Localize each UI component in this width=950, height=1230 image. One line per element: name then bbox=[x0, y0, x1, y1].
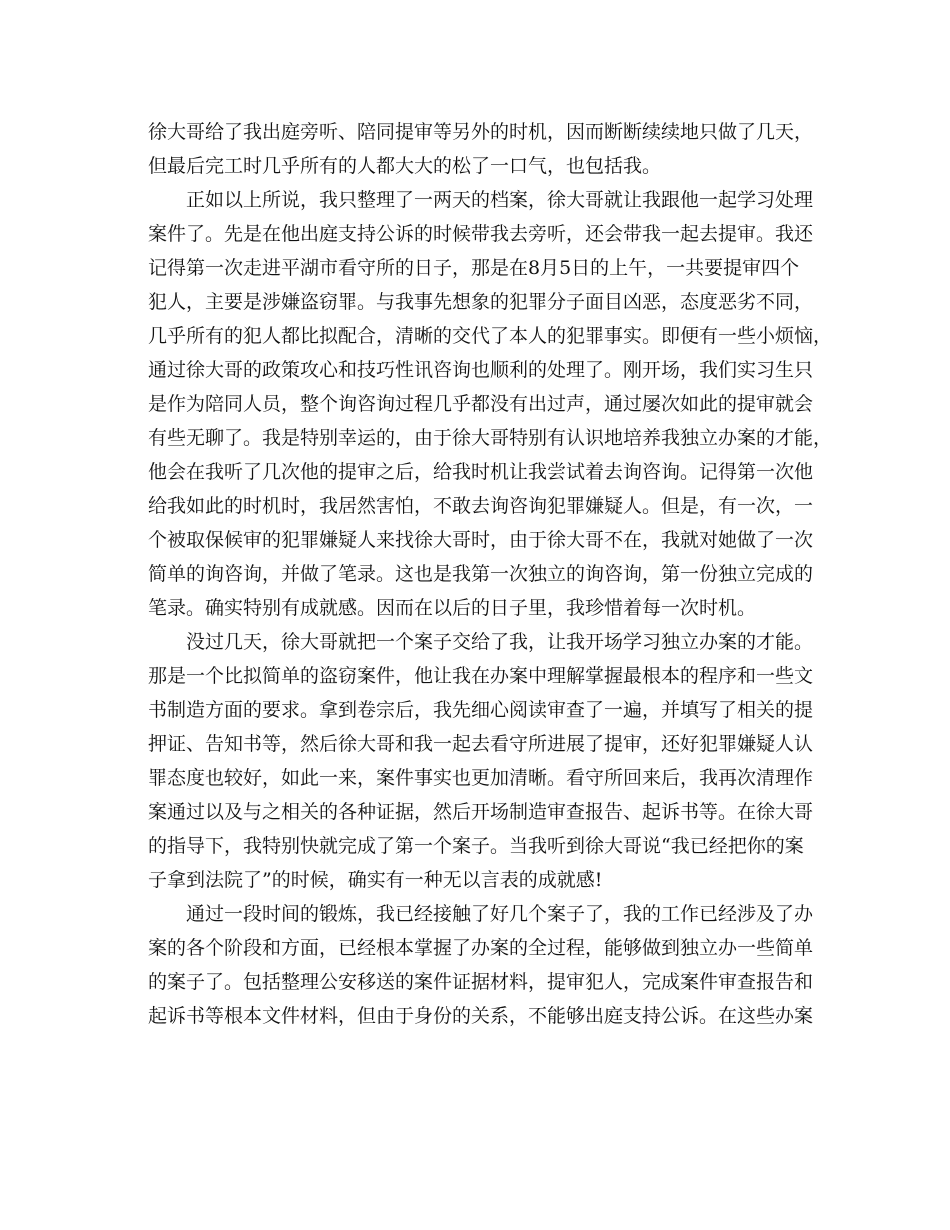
text-line: 押证、告知书等，然后徐大哥和我一起去看守所进展了提审，还好犯罪嫌疑人认 bbox=[148, 733, 814, 755]
text-line: 书制造方面的要求。拿到卷宗后，我先细心阅读审查了一遍，并填写了相关的提 bbox=[148, 699, 814, 721]
text-line: 案的各个阶段和方面，已经根本掌握了办案的全过程，能够做到独立办一些简单 bbox=[148, 937, 814, 959]
text-line: 案件了。先是在他出庭支持公诉的时候带我去旁听，还会带我一起去提审。我还 bbox=[148, 223, 814, 245]
text-line: 那是一个比拟简单的盗窃案件，他让我在办案中理解掌握最根本的程序和一些文 bbox=[148, 665, 814, 687]
text-line: 正如以上所说，我只整理了一两天的档案，徐大哥就让我跟他一起学习处理 bbox=[186, 189, 814, 211]
text-line: 通过一段时间的锻炼，我已经接触了好几个案子了，我的工作已经涉及了办 bbox=[186, 903, 814, 925]
text-line: 简单的询咨询，并做了笔录。这也是我第一次独立的询咨询，第一份独立完成的 bbox=[148, 563, 814, 585]
document-body bbox=[148, 115, 833, 1033]
text-line: 记得第一次走进平湖市看守所的日子，那是在8月5日的上午，一共要提审四个 bbox=[148, 257, 800, 279]
text-line: 犯人，主要是涉嫌盗窃罪。与我事先想象的犯罪分子面目凶恶，态度恶劣不同， bbox=[148, 291, 814, 313]
text-line: 有些无聊了。我是特别幸运的，由于徐大哥特别有认识地培养我独立办案的才能， bbox=[148, 427, 833, 449]
text-line: 起诉书等根本文件材料，但由于身份的关系，不能够出庭支持公诉。在这些办案 bbox=[148, 1005, 814, 1027]
text-line: 罪态度也较好，如此一来，案件事实也更加清晰。看守所回来后，我再次清理作 bbox=[148, 767, 814, 789]
text-line: 徐大哥给了我出庭旁听、陪同提审等另外的时机，因而断断续续地只做了几天， bbox=[148, 121, 814, 143]
text-line: 通过徐大哥的政策攻心和技巧性讯咨询也顺利的处理了。刚开场，我们实习生只 bbox=[148, 359, 814, 381]
text-line: 给我如此的时机时，我居然害怕，不敢去询咨询犯罪嫌疑人。但是，有一次，一 bbox=[148, 495, 814, 517]
text-line: 是作为陪同人员，整个询咨询过程几乎都没有出过声，通过屡次如此的提审就会 bbox=[148, 393, 814, 415]
text-line: 笔录。确实特别有成就感。因而在以后的日子里，我珍惜着每一次时机。 bbox=[148, 597, 757, 619]
text-line: 个被取保候审的犯罪嫌疑人来找徐大哥时，由于徐大哥不在，我就对她做了一次 bbox=[148, 529, 814, 551]
text-line: 的指导下，我特别快就完成了第一个案子。当我听到徐大哥说“我已经把你的案 bbox=[148, 835, 804, 857]
text-line: 案通过以及与之相关的各种证据，然后开场制造审查报告、起诉书等。在徐大哥 bbox=[148, 801, 814, 823]
text-line: 几乎所有的犯人都比拟配合，清晰的交代了本人的犯罪事实。即便有一些小烦恼， bbox=[148, 325, 833, 347]
text-line: 子拿到法院了”的时候，确实有一种无以言表的成就感! bbox=[148, 869, 603, 891]
text-line: 他会在我听了几次他的提审之后，给我时机让我尝试着去询咨询。记得第一次他 bbox=[148, 461, 814, 483]
text-line: 的案子了。包括整理公安移送的案件证据材料，提审犯人，完成案件审查报告和 bbox=[148, 971, 814, 993]
text-line: 但最后完工时几乎所有的人都大大的松了一口气，也包括我。 bbox=[148, 155, 662, 177]
text-line: 没过几天，徐大哥就把一个案子交给了我，让我开场学习独立办案的才能。 bbox=[186, 631, 814, 653]
